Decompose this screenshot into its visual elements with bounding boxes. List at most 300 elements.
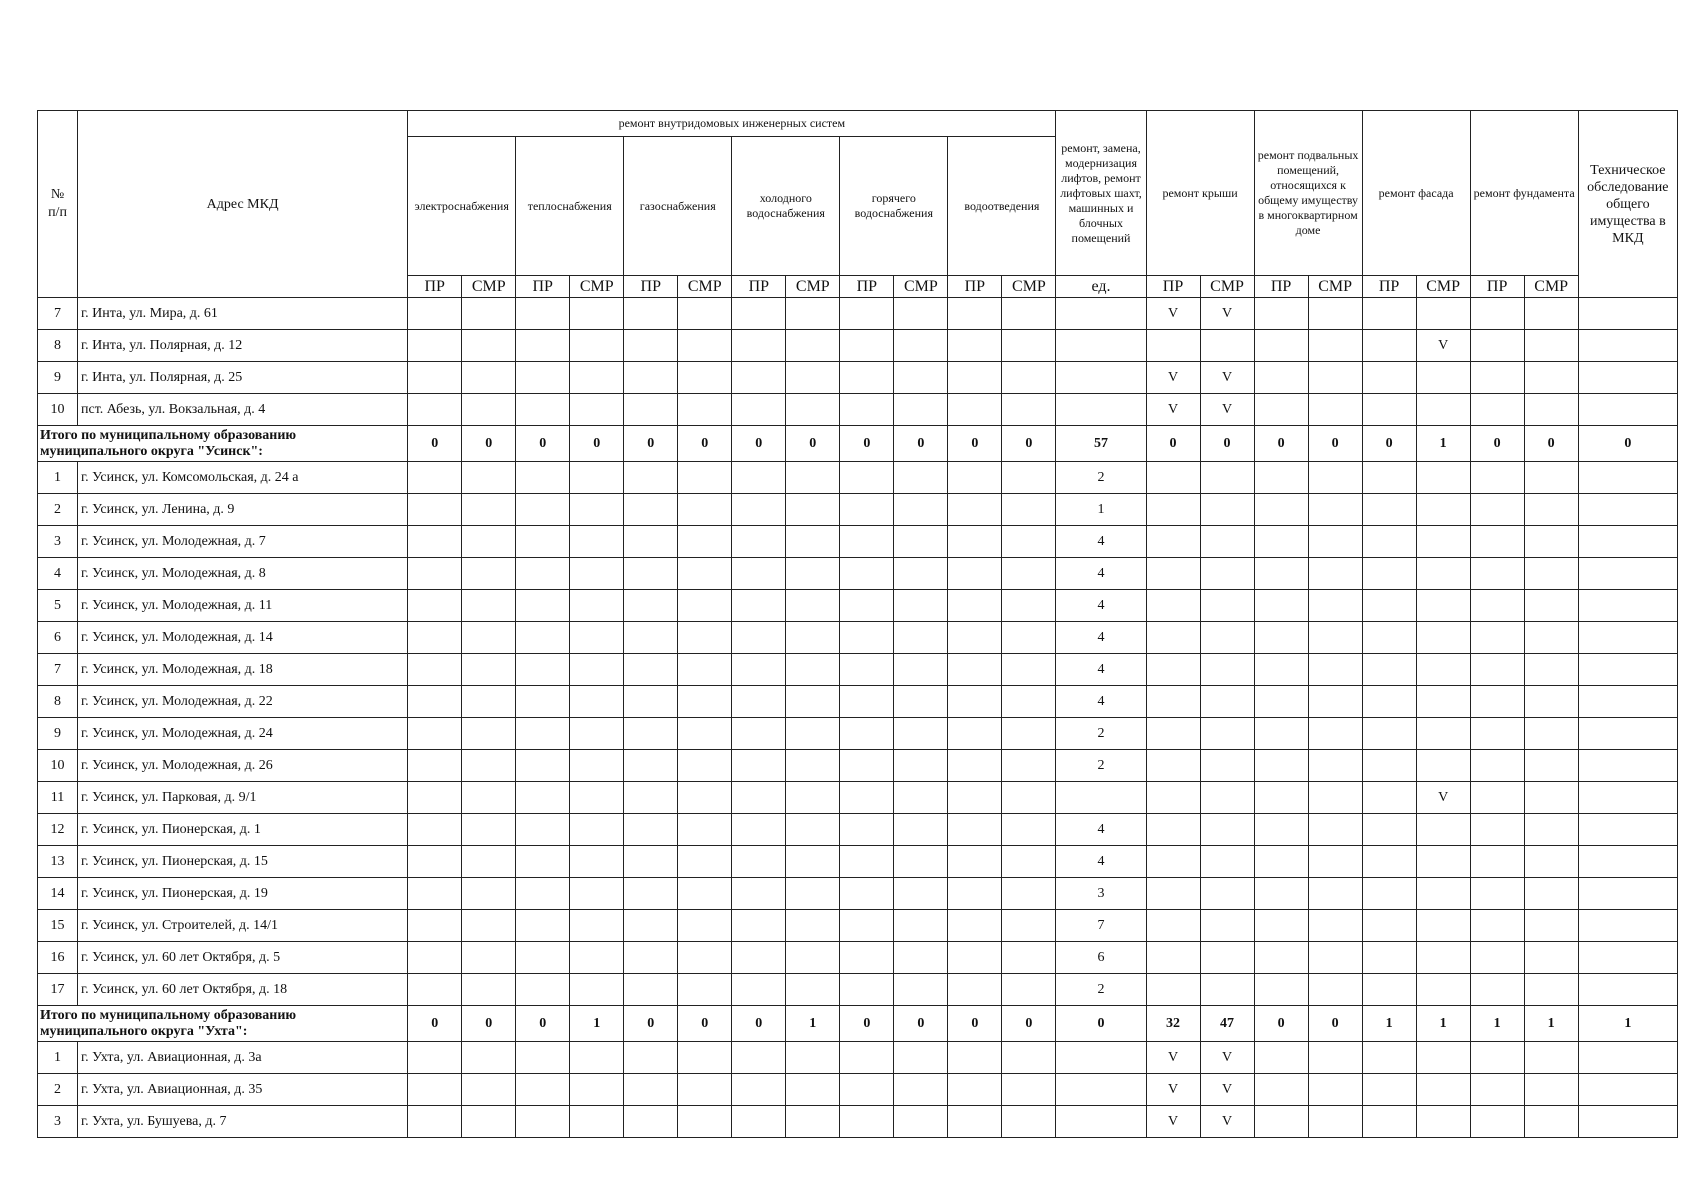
table-cell: 0 [516, 426, 570, 462]
table-row [38, 394, 1678, 426]
table-cell: 0 [1146, 426, 1200, 462]
table-cell [1200, 814, 1254, 846]
table-cell [570, 298, 624, 330]
table-cell [624, 558, 678, 590]
table-cell [1308, 686, 1362, 718]
row-address: г. Усинск, ул. Парковая, д. 9/1 [78, 782, 408, 814]
table-cell [786, 394, 840, 426]
table-cell [840, 718, 894, 750]
heating-header: теплоснабжения [516, 137, 624, 276]
table-cell [462, 394, 516, 426]
table-cell [786, 298, 840, 330]
table-cell [894, 622, 948, 654]
table-cell: 0 [732, 426, 786, 462]
table-cell [570, 878, 624, 910]
table-cell [948, 590, 1002, 622]
table-cell [462, 654, 516, 686]
table-cell [1416, 942, 1470, 974]
table-cell [1416, 1106, 1470, 1138]
table-cell [786, 942, 840, 974]
table-cell [1308, 394, 1362, 426]
table-cell [624, 846, 678, 878]
table-cell [516, 654, 570, 686]
table-header [38, 111, 1678, 298]
table-cell [462, 1106, 516, 1138]
table-cell [516, 1042, 570, 1074]
table-cell: 0 [1308, 426, 1362, 462]
table-cell [786, 362, 840, 394]
table-cell [408, 750, 462, 782]
table-cell [1254, 1074, 1308, 1106]
table-cell [1002, 686, 1056, 718]
row-number: 15 [38, 910, 78, 942]
table-cell [1002, 974, 1056, 1006]
table-cell [462, 590, 516, 622]
table-cell [516, 462, 570, 494]
table-cell [732, 814, 786, 846]
table-cell [570, 330, 624, 362]
table-cell [1200, 878, 1254, 910]
hot-water-header: горячего водоснабжения [840, 137, 948, 276]
table-cell [462, 974, 516, 1006]
table-cell [948, 526, 1002, 558]
table-cell [1308, 750, 1362, 782]
table-cell [678, 718, 732, 750]
table-cell [1416, 394, 1470, 426]
table-cell [894, 686, 948, 718]
table-cell: 0 [1254, 1006, 1308, 1042]
unit-pr: ПР [1254, 276, 1308, 298]
row-number: 1 [38, 1042, 78, 1074]
table-cell [894, 558, 948, 590]
table-cell [1416, 362, 1470, 394]
table-row [38, 750, 1678, 782]
table-cell [570, 1042, 624, 1074]
table-cell [1470, 974, 1524, 1006]
table-cell [1362, 362, 1416, 394]
table-cell [1002, 1042, 1056, 1074]
table-cell [1002, 590, 1056, 622]
table-cell [1200, 846, 1254, 878]
table-cell: 2 [1056, 462, 1146, 494]
table-cell [1200, 686, 1254, 718]
row-number: 3 [38, 526, 78, 558]
table-cell [516, 494, 570, 526]
table-cell [462, 814, 516, 846]
row-number: 10 [38, 394, 78, 426]
table-cell [786, 750, 840, 782]
table-cell [1146, 942, 1200, 974]
table-cell [1362, 878, 1416, 910]
table-cell [948, 910, 1002, 942]
table-cell [1254, 782, 1308, 814]
gas-header: газоснабжения [624, 137, 732, 276]
table-cell [462, 1042, 516, 1074]
total-row [38, 1006, 1678, 1042]
table-cell [1056, 298, 1146, 330]
table-cell: 57 [1056, 426, 1146, 462]
table-row [38, 330, 1678, 362]
table-cell: 0 [1470, 426, 1524, 462]
table-cell [1002, 750, 1056, 782]
table-cell [678, 942, 732, 974]
table-row [38, 298, 1678, 330]
table-cell [1254, 462, 1308, 494]
table-cell [840, 1042, 894, 1074]
table-cell [516, 750, 570, 782]
table-cell [1578, 654, 1677, 686]
table-cell: 6 [1056, 942, 1146, 974]
table-cell: 32 [1146, 1006, 1200, 1042]
table-cell [1470, 1106, 1524, 1138]
table-cell [1200, 782, 1254, 814]
table-cell: V [1200, 298, 1254, 330]
table-cell [678, 1074, 732, 1106]
unit-pr: ПР [1146, 276, 1200, 298]
table-cell [1056, 330, 1146, 362]
table-cell [1146, 330, 1200, 362]
table-cell [1416, 298, 1470, 330]
table-cell [1416, 462, 1470, 494]
table-cell [840, 654, 894, 686]
row-number: 12 [38, 814, 78, 846]
table-cell [786, 462, 840, 494]
table-cell [1002, 622, 1056, 654]
table-cell: V [1200, 394, 1254, 426]
table-cell [1254, 590, 1308, 622]
table-cell [1002, 526, 1056, 558]
repair-program-table [37, 110, 1678, 1138]
table-cell: V [1200, 1106, 1254, 1138]
roof-header: ремонт крыши [1146, 111, 1254, 276]
table-cell [678, 362, 732, 394]
table-cell [1146, 750, 1200, 782]
table-cell [462, 782, 516, 814]
table-cell [1524, 394, 1578, 426]
table-cell [732, 1042, 786, 1074]
table-cell [1308, 1042, 1362, 1074]
table-cell [1200, 718, 1254, 750]
table-cell [786, 814, 840, 846]
table-cell [408, 1074, 462, 1106]
table-cell [1578, 1042, 1677, 1074]
table-cell: 1 [1470, 1006, 1524, 1042]
table-cell [732, 718, 786, 750]
table-cell [894, 846, 948, 878]
table-cell [570, 814, 624, 846]
table-cell [1254, 1042, 1308, 1074]
table-cell [1002, 782, 1056, 814]
unit-pr: ПР [948, 276, 1002, 298]
table-cell [516, 590, 570, 622]
table-cell [1056, 394, 1146, 426]
table-cell: 0 [1578, 426, 1677, 462]
table-cell: 3 [1056, 878, 1146, 910]
table-cell [786, 1074, 840, 1106]
table-cell [840, 686, 894, 718]
table-cell [624, 750, 678, 782]
table-cell [1416, 846, 1470, 878]
table-cell [948, 750, 1002, 782]
table-cell: 0 [462, 1006, 516, 1042]
table-cell [462, 942, 516, 974]
table-cell [462, 910, 516, 942]
table-cell [732, 782, 786, 814]
table-cell [678, 590, 732, 622]
table-cell [1254, 1106, 1308, 1138]
table-cell [570, 394, 624, 426]
elevator-header: ремонт, замена, модернизация лифтов, ремонт лифтовых шахт, машинных и блочных помещений [1056, 111, 1146, 276]
table-cell [462, 330, 516, 362]
row-number: 9 [38, 362, 78, 394]
table-cell [1200, 622, 1254, 654]
row-number: 2 [38, 494, 78, 526]
table-cell [1002, 394, 1056, 426]
table-cell [1308, 846, 1362, 878]
table-cell [570, 942, 624, 974]
table-cell [624, 782, 678, 814]
table-cell [840, 910, 894, 942]
table-cell [624, 462, 678, 494]
table-cell [1524, 558, 1578, 590]
table-cell [624, 494, 678, 526]
table-cell: 1 [1362, 1006, 1416, 1042]
table-cell [408, 942, 462, 974]
table-cell [1308, 526, 1362, 558]
table-cell [840, 526, 894, 558]
table-cell [570, 750, 624, 782]
table-cell [1578, 814, 1677, 846]
table-cell: 0 [1200, 426, 1254, 462]
table-cell [1254, 330, 1308, 362]
table-cell [1524, 782, 1578, 814]
table-cell [948, 394, 1002, 426]
table-cell [1416, 1042, 1470, 1074]
table-cell [1146, 974, 1200, 1006]
row-address: г. Усинск, ул. Пионерская, д. 1 [78, 814, 408, 846]
table-cell [1578, 298, 1677, 330]
table-cell [408, 622, 462, 654]
row-address: г. Усинск, ул. Молодежная, д. 26 [78, 750, 408, 782]
unit-smr: СМР [1200, 276, 1254, 298]
table-cell [732, 878, 786, 910]
table-cell [1362, 718, 1416, 750]
table-cell [1578, 394, 1677, 426]
row-number: 5 [38, 590, 78, 622]
table-cell [1362, 590, 1416, 622]
table-cell [840, 394, 894, 426]
table-cell [732, 910, 786, 942]
table-cell [786, 558, 840, 590]
table-cell [1524, 846, 1578, 878]
table-cell [1146, 910, 1200, 942]
table-cell [1578, 1074, 1677, 1106]
row-number: 2 [38, 1074, 78, 1106]
table-cell: 7 [1056, 910, 1146, 942]
table-cell [894, 298, 948, 330]
table-cell [840, 330, 894, 362]
table-cell [1578, 494, 1677, 526]
table-cell [462, 878, 516, 910]
table-cell [894, 394, 948, 426]
row-address: г. Инта, ул. Полярная, д. 12 [78, 330, 408, 362]
table-cell [408, 394, 462, 426]
row-address: г. Ухта, ул. Авиационная, д. 35 [78, 1074, 408, 1106]
table-row [38, 782, 1678, 814]
table-cell [1146, 462, 1200, 494]
row-address: г. Ухта, ул. Бушуева, д. 7 [78, 1106, 408, 1138]
table-cell [1524, 910, 1578, 942]
table-cell [408, 910, 462, 942]
unit-smr: СМР [1002, 276, 1056, 298]
table-cell [516, 622, 570, 654]
table-cell [678, 462, 732, 494]
table-cell [462, 686, 516, 718]
unit-elevator: ед. [1056, 276, 1146, 298]
table-cell: 1 [1416, 1006, 1470, 1042]
table-cell [408, 494, 462, 526]
table-cell [624, 622, 678, 654]
table-cell [1254, 686, 1308, 718]
table-cell [1308, 878, 1362, 910]
table-cell [678, 814, 732, 846]
table-cell [1002, 718, 1056, 750]
table-cell [462, 526, 516, 558]
table-cell: 4 [1056, 558, 1146, 590]
table-cell: 4 [1056, 686, 1146, 718]
table-cell [570, 462, 624, 494]
row-number: 16 [38, 942, 78, 974]
table-cell: 0 [948, 1006, 1002, 1042]
table-cell [948, 494, 1002, 526]
table-cell [1362, 526, 1416, 558]
table-cell [1578, 462, 1677, 494]
table-cell [1002, 1106, 1056, 1138]
table-cell [1002, 362, 1056, 394]
table-cell [408, 526, 462, 558]
table-cell [948, 814, 1002, 846]
table-cell [1578, 526, 1677, 558]
table-cell: V [1146, 1042, 1200, 1074]
table-cell [948, 846, 1002, 878]
table-cell [1002, 494, 1056, 526]
table-cell [894, 1074, 948, 1106]
table-cell [1362, 330, 1416, 362]
table-cell [1470, 394, 1524, 426]
table-cell: 0 [840, 1006, 894, 1042]
row-address: г. Усинск, ул. Молодежная, д. 18 [78, 654, 408, 686]
table-cell [948, 298, 1002, 330]
table-row [38, 1074, 1678, 1106]
row-number: 1 [38, 462, 78, 494]
table-cell [786, 878, 840, 910]
table-cell [1362, 942, 1416, 974]
unit-pr: ПР [624, 276, 678, 298]
table-cell [948, 782, 1002, 814]
table-cell [894, 654, 948, 686]
table-cell [1524, 942, 1578, 974]
table-cell: V [1146, 1106, 1200, 1138]
table-cell [786, 718, 840, 750]
row-number: 11 [38, 782, 78, 814]
table-row [38, 362, 1678, 394]
row-number: 14 [38, 878, 78, 910]
table-cell [678, 878, 732, 910]
table-cell [732, 942, 786, 974]
table-cell [570, 494, 624, 526]
table-cell [1146, 782, 1200, 814]
table-cell [1416, 590, 1470, 622]
facade-header: ремонт фасада [1362, 111, 1470, 276]
table-cell [1470, 1042, 1524, 1074]
table-cell [1308, 558, 1362, 590]
table-cell [840, 1106, 894, 1138]
table-cell [1470, 718, 1524, 750]
table-cell [894, 718, 948, 750]
table-cell [408, 1106, 462, 1138]
table-cell [408, 462, 462, 494]
table-cell: 0 [1056, 1006, 1146, 1042]
table-cell [570, 590, 624, 622]
table-cell [894, 462, 948, 494]
table-cell [1470, 494, 1524, 526]
cold-water-header: холодного водоснабжения [732, 137, 840, 276]
row-address: г. Усинск, ул. Строителей, д. 14/1 [78, 910, 408, 942]
table-cell [1308, 654, 1362, 686]
table-cell [570, 1106, 624, 1138]
table-cell: 4 [1056, 846, 1146, 878]
table-cell: 0 [624, 426, 678, 462]
row-address: г. Усинск, ул. 60 лет Октября, д. 18 [78, 974, 408, 1006]
table-cell [1362, 462, 1416, 494]
table-cell [732, 526, 786, 558]
table-cell [462, 846, 516, 878]
table-cell [1200, 942, 1254, 974]
table-cell [1578, 910, 1677, 942]
table-cell [1524, 974, 1578, 1006]
table-cell: 0 [1002, 426, 1056, 462]
table-cell [1362, 750, 1416, 782]
table-cell: V [1200, 1074, 1254, 1106]
table-cell [1002, 942, 1056, 974]
table-cell [786, 330, 840, 362]
table-cell [1578, 1106, 1677, 1138]
table-cell: V [1200, 362, 1254, 394]
table-cell [1146, 814, 1200, 846]
table-cell [1524, 462, 1578, 494]
table-cell [408, 330, 462, 362]
table-cell [408, 686, 462, 718]
table-cell [516, 558, 570, 590]
table-cell [1470, 622, 1524, 654]
table-cell [1362, 846, 1416, 878]
table-cell [1002, 814, 1056, 846]
unit-smr: СМР [786, 276, 840, 298]
table-cell [516, 1106, 570, 1138]
table-cell [1308, 590, 1362, 622]
table-cell [840, 782, 894, 814]
table-cell [732, 1106, 786, 1138]
table-cell [1308, 1106, 1362, 1138]
table-cell [516, 974, 570, 1006]
table-cell [840, 462, 894, 494]
table-cell [570, 362, 624, 394]
row-number: 8 [38, 330, 78, 362]
table-cell [1362, 558, 1416, 590]
table-cell [1470, 782, 1524, 814]
table-cell [1200, 654, 1254, 686]
table-cell [1470, 910, 1524, 942]
